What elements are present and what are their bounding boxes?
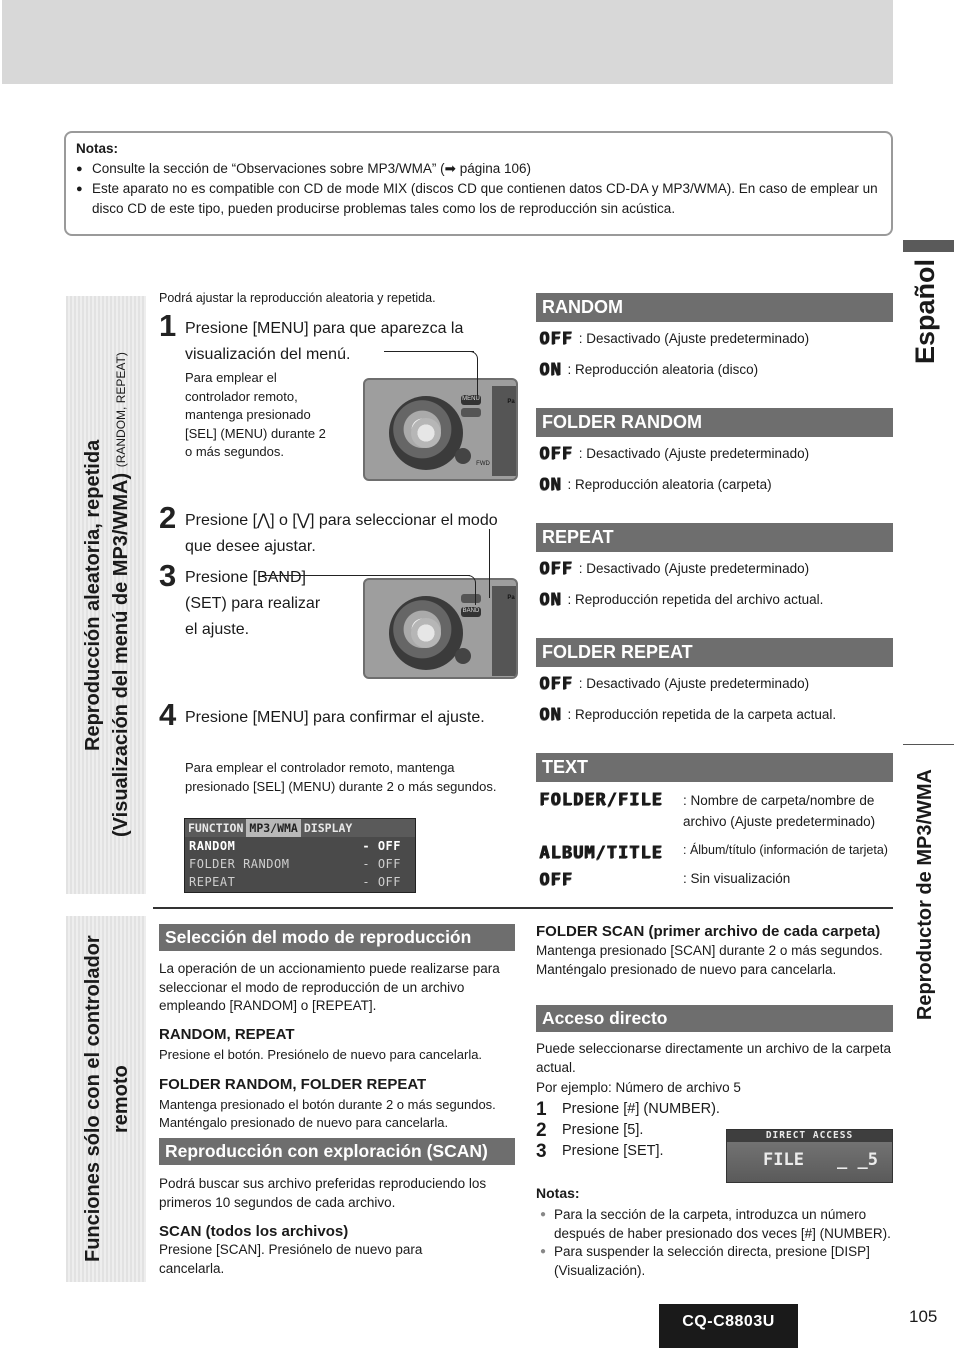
scan-all-body: Presione [SCAN]. Presiónelo de nuevo para cancelarla. <box>159 1242 423 1276</box>
direct-step-number: 3 <box>536 1141 547 1162</box>
bullet-icon: ● <box>540 1246 547 1257</box>
callout-line <box>470 351 478 396</box>
section1-title <box>72 300 142 890</box>
repeat-header: REPEAT <box>536 523 893 552</box>
random-repeat-body: Presione el botón. Presiónelo de nuevo para cancelarla. <box>159 1047 483 1062</box>
menu-tab-mp3wma: MP3/WMA <box>246 819 300 837</box>
folder-repeat-header: FOLDER REPEAT <box>536 638 893 667</box>
menu-row <box>185 855 415 873</box>
direct-step-text: Presione [SET]. <box>562 1143 664 1159</box>
knob-center-icon <box>411 618 441 648</box>
menu-row-value: - OFF <box>362 875 401 889</box>
option-row <box>539 445 809 463</box>
lcd-folder-file-icon: FOLDER/FILE <box>539 790 663 810</box>
knob-center-icon <box>411 418 441 448</box>
section2-title <box>72 920 142 1278</box>
head-unit-illustration <box>363 578 518 679</box>
option-desc: : Nombre de carpeta/nombre de archivo (Ajuste predeterminado) <box>683 793 876 829</box>
step-text: Presione [MENU] para que aparezca la visualización del menú. <box>185 320 464 363</box>
option-desc: : Desactivado (Ajuste predeterminado) <box>578 331 810 346</box>
direct-access-header: Acceso directo <box>536 1005 893 1032</box>
selection-mode-header: Selección del modo de reproducción <box>159 924 515 951</box>
option-row <box>539 591 823 609</box>
band-button: BAND <box>461 607 481 617</box>
direct-step <box>536 1120 643 1141</box>
direct-note-item <box>540 1243 895 1280</box>
direct-step-number: 1 <box>536 1099 547 1120</box>
language-tab <box>905 259 945 365</box>
option-desc: : Sin visualización <box>683 871 791 886</box>
step-text: Presione [⋀] o [⋁] para seleccionar el modo que desee ajustar. <box>185 512 498 555</box>
device-button <box>461 408 481 417</box>
direct-access-example: Por ejemplo: Número de archivo 5 <box>536 1080 741 1095</box>
lcd-on-icon: ON <box>539 705 562 725</box>
menu-row-value: - OFF <box>362 857 401 871</box>
direct-access-screen <box>726 1129 893 1183</box>
direct-screen-label: FILE <box>763 1150 804 1170</box>
menu-row-label: FOLDER RANDOM <box>189 857 290 871</box>
bullet-icon: ● <box>76 183 83 195</box>
step-number: 4 <box>159 697 177 732</box>
folder-random-header: FOLDER RANDOM <box>536 408 893 437</box>
folder-scan-body: Mantenga presionado [SCAN] durante 2 o más segundos. Manténgalo presionado de nuevo para cancelarla. <box>536 943 883 977</box>
lcd-on-icon: ON <box>539 360 562 380</box>
direct-screen-title: DIRECT ACCESS <box>727 1130 892 1142</box>
lcd-album-title-icon: ALBUM/TITLE <box>539 843 663 863</box>
option-desc: : Reproducción repetida del archivo actual. <box>567 592 824 607</box>
notes-box <box>64 131 893 236</box>
scan-all-heading: SCAN (todos los archivos) <box>159 1223 349 1240</box>
lcd-off-icon: OFF <box>539 674 573 694</box>
menu-row <box>185 837 415 855</box>
menu-row-label: REPEAT <box>189 875 236 889</box>
top-gray-band <box>2 0 893 84</box>
model-badge: CQ-C8803U <box>659 1304 798 1348</box>
scan-body: Podrá buscar sus archivo preferidas reproduciendo los primeros 10 segundos de cada archivo. <box>159 1176 487 1210</box>
option-desc: : Reproducción repetida de la carpeta actual. <box>567 707 837 722</box>
option-row <box>539 361 758 379</box>
option-row <box>539 843 663 863</box>
section1-intro: Podrá ajustar la reproducción aleatoria y repetida. <box>159 291 436 305</box>
device-dial-icon <box>455 648 471 664</box>
page-number: 105 <box>909 1307 938 1326</box>
option-desc: : Desactivado (Ajuste predeterminado) <box>578 446 810 461</box>
language-label: Español <box>909 259 940 365</box>
menu-button: MENU <box>461 395 481 405</box>
lcd-off-icon: OFF <box>539 559 573 579</box>
bullet-icon: ● <box>540 1209 547 1220</box>
direct-step <box>536 1099 720 1120</box>
notes-title: Notas: <box>76 141 119 156</box>
step-number: 2 <box>159 500 177 535</box>
option-desc: : Reproducción aleatoria (carpeta) <box>567 477 772 492</box>
note-item <box>76 159 881 179</box>
step-text: Presione [MENU] para confirmar el ajuste. <box>185 709 485 726</box>
bullet-icon: ● <box>76 163 83 175</box>
callout-line <box>384 351 474 352</box>
direct-step-text: Presione [5]. <box>562 1122 644 1138</box>
section1-title-line1: Reproducción aleatoria, repetida <box>82 439 104 751</box>
direct-note-text: Para la sección de la carpeta, introduzca un número después de haber presionado dos veces [#] (NUMBER). <box>554 1207 891 1241</box>
pa-label: Pa <box>507 595 515 601</box>
option-desc: : Desactivado (Ajuste predeterminado) <box>578 561 810 576</box>
step-number: 3 <box>159 558 177 593</box>
menu-tab-function: FUNCTION <box>188 821 244 835</box>
direct-screen-value: _ _5 <box>837 1150 878 1170</box>
direct-step <box>536 1141 664 1162</box>
callout-line <box>466 575 476 605</box>
step-subtext: Para emplear el controlador remoto, mantenga presionado [SEL] (MENU) durante 2 o más segundos. <box>185 370 326 459</box>
option-desc: : Desactivado (Ajuste predeterminado) <box>578 676 810 691</box>
option-row <box>539 560 809 578</box>
note-text: Consulte la sección de “Observaciones sobre MP3/WMA” (➡ página 106) <box>92 161 532 176</box>
section2-title-text: Funciones sólo con el controlador remoto <box>82 935 132 1263</box>
head-unit-illustration <box>363 378 518 481</box>
selection-mode-body: La operación de un accionamiento puede realizarse para seleccionar el modo de reproducción de un archivo empleando [RANDOM] o [REPEAT]. <box>159 961 500 1013</box>
pa-label: Pa <box>507 399 515 405</box>
menu-row-label: RANDOM <box>189 839 236 853</box>
callout-line <box>262 575 470 576</box>
option-row <box>539 675 809 693</box>
note-item <box>76 179 881 219</box>
side-tab-marker <box>903 240 954 252</box>
direct-notes-title: Notas: <box>536 1185 580 1201</box>
note-text: Este aparato no es compatible con CD de mode MIX (discos CD que contienen datos CD-DA y MP3/WMA). En caso de emplear un disco CD de este tipo, pueden producirse problemas tales como los de reproducción sin acústica. <box>92 181 878 216</box>
device-dial-icon <box>455 448 471 464</box>
direct-screen-row <box>727 1142 892 1170</box>
menu-row <box>185 873 415 891</box>
option-row <box>539 870 573 890</box>
fwd-label: FWD <box>476 461 490 467</box>
folder-random-repeat-body: Mantenga presionado el botón durante 2 o más segundos. Manténgalo presionado de nuevo para cancelarla. <box>159 1097 496 1130</box>
folder-scan-heading: FOLDER SCAN (primer archivo de cada carpeta) <box>536 923 881 940</box>
scan-header: Reproducción con exploración (SCAN) <box>159 1138 515 1165</box>
lcd-off-icon: OFF <box>539 444 573 464</box>
chapter-tab <box>907 752 943 1037</box>
lcd-off-icon: OFF <box>539 870 573 890</box>
side-tab-divider <box>903 744 954 745</box>
option-desc: : Álbum/título (información de tarjeta) <box>683 843 888 857</box>
menu-tab-display: DISPLAY <box>303 821 353 835</box>
random-header: RANDOM <box>536 293 893 322</box>
text-header: TEXT <box>536 753 893 782</box>
direct-note-item <box>540 1206 895 1243</box>
section1-title-text <box>79 305 135 885</box>
menu-tabs <box>185 819 415 837</box>
direct-step-number: 2 <box>536 1120 547 1141</box>
step-subtext: Para emplear el controlador remoto, mantenga presionado [SEL] (MENU) durante 2 o más segundos. <box>185 760 497 794</box>
direct-access-body: Puede seleccionarse directamente un archivo de la carpeta actual. <box>536 1041 891 1075</box>
folder-random-repeat-heading: FOLDER RANDOM, FOLDER REPEAT <box>159 1076 427 1093</box>
option-row <box>539 330 809 348</box>
step-number: 1 <box>159 308 177 343</box>
menu-row-value: - OFF <box>362 839 401 853</box>
section1-title-small: (RANDOM, REPEAT) <box>114 352 128 468</box>
option-row <box>539 706 836 724</box>
section1-title-line2: (Visualización del menú de MP3/WMA) <box>110 473 132 838</box>
lcd-on-icon: ON <box>539 475 562 495</box>
section-divider <box>153 907 893 909</box>
lcd-off-icon: OFF <box>539 329 573 349</box>
step-text: Presione [BAND] (SET) para realizar el ajuste. <box>185 569 321 638</box>
menu-display-screen <box>184 818 416 893</box>
direct-note-text: Para suspender la selección directa, presione [DISP] (Visualización). <box>554 1244 870 1278</box>
option-row <box>539 476 772 494</box>
direct-step-text: Presione [#] (NUMBER). <box>562 1101 720 1117</box>
chapter-label: Reproductor de MP3/WMA <box>913 768 936 1021</box>
callout-line <box>489 529 490 598</box>
random-repeat-heading: RANDOM, REPEAT <box>159 1026 295 1043</box>
option-desc: : Reproducción aleatoria (disco) <box>567 362 759 377</box>
lcd-on-icon: ON <box>539 590 562 610</box>
